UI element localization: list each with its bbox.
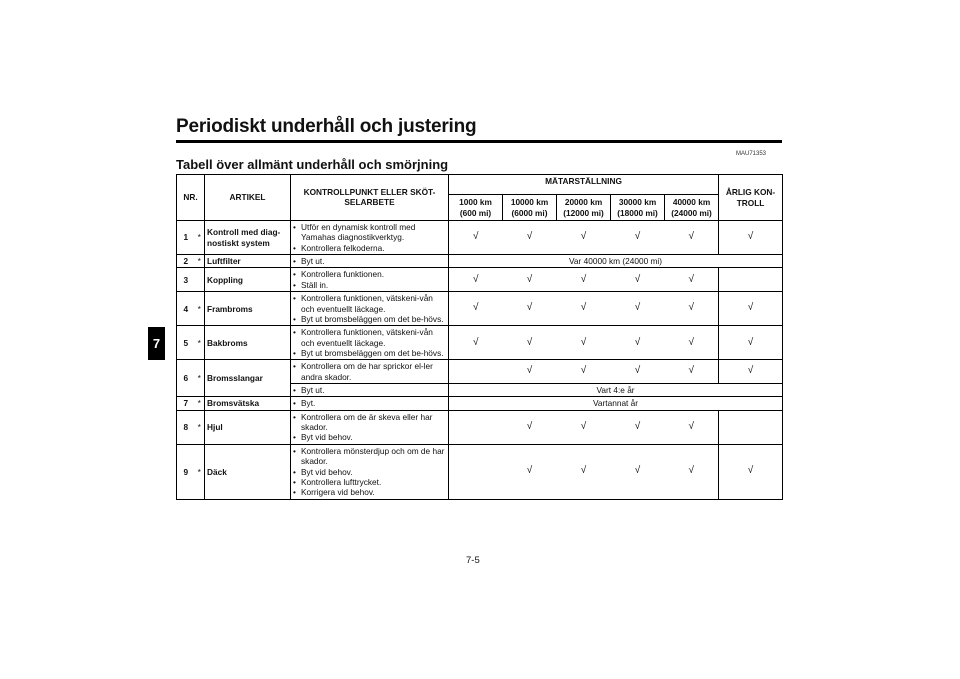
check-mark: √	[526, 465, 533, 477]
title-rule	[176, 140, 782, 143]
check-cell	[557, 410, 611, 444]
check-cell	[503, 410, 557, 444]
check-cell	[503, 326, 557, 360]
check-mark: √	[473, 336, 479, 348]
task-cell	[291, 268, 449, 292]
check-cell	[719, 221, 783, 255]
check-mark: √	[747, 302, 754, 314]
check-cell	[449, 444, 503, 499]
task-cell	[291, 221, 449, 255]
item-name: Bromsslangar	[205, 360, 291, 397]
section-title: Tabell över allmänt underhåll och smörjning	[176, 157, 449, 172]
task-item: • Byt ut.	[293, 385, 446, 395]
check-cell	[665, 326, 719, 360]
item-name: Hjul	[205, 410, 291, 444]
row-number: 7	[177, 397, 195, 410]
task-item: • Kontrollera mönsterdjup och om de har skador.	[293, 446, 446, 467]
page-number: 7-5	[466, 555, 480, 566]
header-km-0: 1000 km (600 mi)	[449, 195, 503, 221]
check-mark: √	[634, 365, 641, 377]
task-cell	[291, 410, 449, 444]
check-mark: √	[580, 336, 587, 348]
item-name: Bakbroms	[205, 326, 291, 360]
check-cell	[719, 410, 783, 444]
check-cell	[665, 444, 719, 499]
check-cell	[665, 221, 719, 255]
check-cell	[503, 268, 557, 292]
task-cell	[291, 326, 449, 360]
page-title: Periodiskt underhåll och justering	[176, 116, 477, 137]
check-mark: √	[688, 231, 695, 243]
check-mark: √	[634, 465, 641, 477]
item-name: Bromsvätska	[205, 397, 291, 410]
dealer-star: *	[195, 397, 205, 410]
task-item: • Byt vid behov.	[293, 467, 446, 477]
row-number: 4	[177, 292, 195, 326]
check-mark: √	[473, 273, 479, 285]
check-cell	[449, 360, 503, 384]
header-km-3: 30000 km (18000 mi)	[611, 195, 665, 221]
task-item: • Korrigera vid behov.	[293, 487, 446, 497]
row-number: 1	[177, 221, 195, 255]
task-item: • Byt ut.	[293, 256, 446, 266]
header-artikel: ARTIKEL	[205, 175, 291, 221]
check-mark: √	[526, 273, 533, 285]
task-item: • Byt vid behov.	[293, 432, 446, 442]
item-name: Frambroms	[205, 292, 291, 326]
task-item: • Kontrollera lufttrycket.	[293, 477, 446, 487]
check-cell	[611, 360, 665, 384]
check-cell	[665, 292, 719, 326]
check-mark: √	[526, 336, 533, 348]
check-mark: √	[688, 336, 695, 348]
table-row	[177, 360, 783, 384]
check-cell	[449, 410, 503, 444]
dealer-star: *	[195, 292, 205, 326]
dealer-star: *	[195, 444, 205, 499]
item-name: Däck	[205, 444, 291, 499]
reference-code: MAU71353	[736, 151, 767, 157]
check-cell	[719, 268, 783, 292]
check-cell	[449, 268, 503, 292]
task-item: • Byt ut bromsbeläggen om det be-hövs.	[293, 314, 446, 324]
check-cell	[719, 360, 783, 384]
check-mark: √	[747, 231, 754, 243]
check-cell	[611, 444, 665, 499]
check-cell	[611, 410, 665, 444]
check-cell	[665, 410, 719, 444]
row-number: 8	[177, 410, 195, 444]
row-number: 6	[177, 360, 195, 397]
header-matarstallning: MÄTARSTÄLLNING	[449, 175, 719, 195]
interval-text: Vart 4:e år	[449, 384, 783, 397]
task-item: • Kontrollera funktionen, vätskeni-vån och eventuellt läckage.	[293, 327, 446, 348]
table-row	[177, 221, 783, 255]
check-mark: √	[634, 273, 641, 285]
check-cell	[557, 221, 611, 255]
check-cell	[449, 221, 503, 255]
interval-text: Var 40000 km (24000 mi)	[449, 255, 783, 268]
task-item: • Ställ in.	[293, 280, 446, 290]
maintenance-table	[176, 174, 783, 500]
check-mark: √	[580, 273, 587, 285]
check-cell	[557, 326, 611, 360]
header-km-1: 10000 km (6000 mi)	[503, 195, 557, 221]
check-mark: √	[634, 302, 641, 314]
check-mark: √	[526, 302, 533, 314]
item-name: Luftfilter	[205, 255, 291, 268]
check-cell	[611, 292, 665, 326]
check-mark: √	[747, 336, 754, 348]
check-mark: √	[580, 231, 587, 243]
check-cell	[503, 360, 557, 384]
item-name: Koppling	[205, 268, 291, 292]
check-mark: √	[580, 421, 587, 433]
task-cell	[291, 397, 449, 410]
dealer-star: *	[195, 360, 205, 397]
header-km-2: 20000 km (12000 mi)	[557, 195, 611, 221]
row-number: 2	[177, 255, 195, 268]
check-cell	[665, 360, 719, 384]
dealer-star: *	[195, 255, 205, 268]
task-item: • Kontrollera om de är skeva eller har skador.	[293, 412, 446, 433]
check-cell	[449, 326, 503, 360]
header-km-4: 40000 km (24000 mi)	[665, 195, 719, 221]
task-item: • Kontrollera funktionen, vätskeni-vån och eventuellt läckage.	[293, 293, 446, 314]
chapter-tab: 7	[148, 327, 165, 360]
check-mark: √	[526, 231, 533, 243]
check-mark: √	[526, 365, 533, 377]
table-row	[177, 397, 783, 410]
check-cell	[665, 268, 719, 292]
check-mark: √	[580, 465, 587, 477]
check-cell	[611, 326, 665, 360]
task-item: • Kontrollera funktionen.	[293, 269, 446, 279]
check-cell	[557, 444, 611, 499]
check-mark: √	[688, 302, 695, 314]
table-row	[177, 255, 783, 268]
check-mark: √	[747, 365, 754, 377]
check-mark: √	[580, 365, 587, 377]
check-mark: √	[688, 465, 695, 477]
dealer-star: *	[195, 326, 205, 360]
check-mark: √	[634, 336, 641, 348]
table-row	[177, 410, 783, 444]
dealer-star: *	[195, 221, 205, 255]
task-item: • Utför en dynamisk kontroll med Yamahas diagnostikverktyg.	[293, 222, 446, 243]
check-mark: √	[473, 302, 479, 314]
check-mark: √	[688, 273, 695, 285]
check-cell	[719, 444, 783, 499]
task-item: • Kontrollera om de har sprickor el-ler andra skador.	[293, 361, 446, 382]
task-item: • Byt ut bromsbeläggen om det be-hövs.	[293, 348, 446, 358]
check-cell	[557, 268, 611, 292]
check-cell	[557, 360, 611, 384]
header-kontrollpunkt: KONTROLLPUNKT ELLER SKÖT-SELARBETE	[291, 175, 449, 221]
check-mark: √	[634, 231, 641, 243]
check-mark: √	[526, 421, 533, 433]
dealer-star	[195, 268, 205, 292]
check-cell	[719, 292, 783, 326]
check-mark: √	[580, 302, 587, 314]
table-row	[177, 292, 783, 326]
task-cell	[291, 360, 449, 384]
dealer-star: *	[195, 410, 205, 444]
task-cell	[291, 292, 449, 326]
row-number: 9	[177, 444, 195, 499]
check-cell	[503, 444, 557, 499]
check-mark: √	[688, 365, 695, 377]
header-arlig-kontroll: ÅRLIG KON-TROLL	[719, 175, 783, 221]
row-number: 5	[177, 326, 195, 360]
task-item: • Kontrollera felkoderna.	[293, 243, 446, 253]
table-row	[177, 444, 783, 499]
check-mark: √	[747, 465, 754, 477]
item-name: Kontroll med diag-nostiskt system	[205, 221, 291, 255]
row-number: 3	[177, 268, 195, 292]
check-cell	[611, 221, 665, 255]
check-mark: √	[688, 421, 695, 433]
check-cell	[719, 326, 783, 360]
header-nr: NR.	[177, 175, 205, 221]
check-cell	[503, 292, 557, 326]
check-cell	[611, 268, 665, 292]
interval-text: Vartannat år	[449, 397, 783, 410]
task-cell	[291, 255, 449, 268]
check-cell	[503, 221, 557, 255]
check-cell	[449, 292, 503, 326]
task-item: • Byt.	[293, 398, 446, 408]
task-cell	[291, 444, 449, 499]
table-row	[177, 326, 783, 360]
table-row	[177, 268, 783, 292]
task-cell	[291, 384, 449, 397]
check-mark: √	[473, 231, 479, 243]
check-mark: √	[634, 421, 641, 433]
check-cell	[557, 292, 611, 326]
